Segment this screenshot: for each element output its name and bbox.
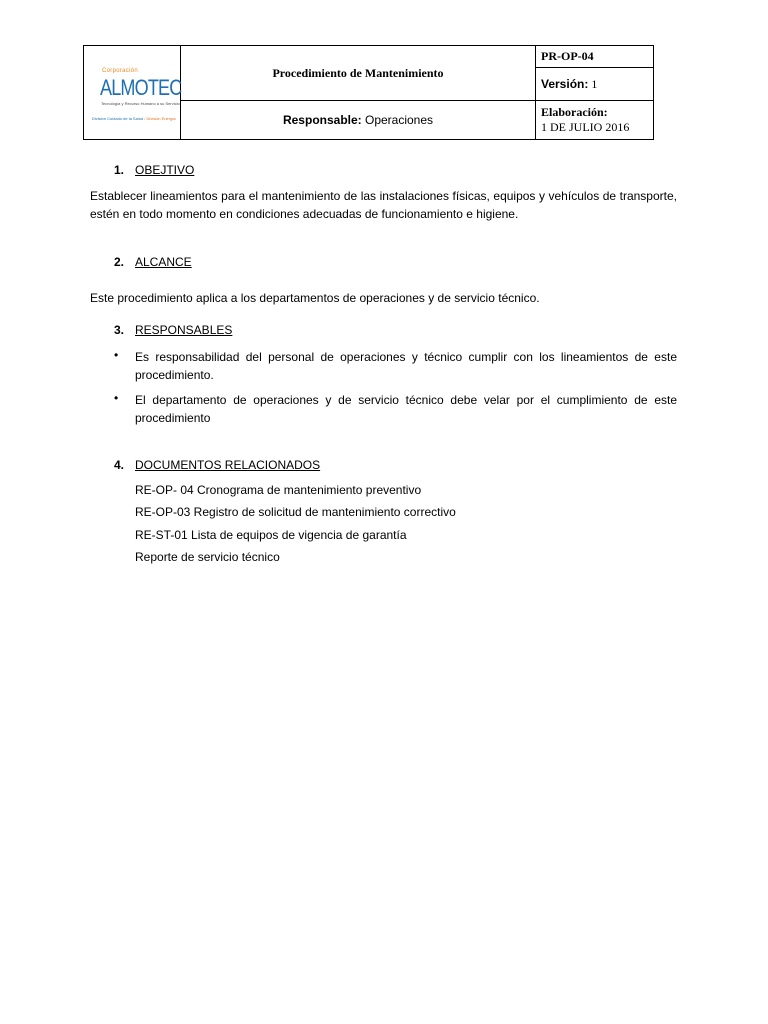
elaboracion-label: Elaboración: [541,105,608,119]
logo-division-1: División Cuidado de la Salud [92,116,144,121]
section-4-title: DOCUMENTOS RELACIONADOS [135,458,321,472]
section-4-number: 4. [114,458,125,472]
responsable-value: Operaciones [361,113,434,127]
version-cell [536,68,654,101]
related-document-item: RE-OP- 04 Cronograma de mantenimiento preventivo [135,483,422,497]
section-1-title: OBEJTIVO [135,163,195,177]
version-label: Versión: [541,76,589,91]
logo-corporacion-text: Corporación [102,68,138,74]
related-document-item: RE-ST-01 Lista de equipos de vigencia de garantía [135,528,407,542]
elaboracion-value: 1 DE JULIO 2016 [541,120,630,134]
section-3-number: 3. [114,323,125,337]
section-1-number: 1. [114,163,125,177]
related-document-item: Reporte de servicio técnico [135,550,280,564]
bullet-icon: • [114,391,119,405]
bullet-icon: • [114,348,119,362]
section-2-number: 2. [114,255,125,269]
version-value: 1 [588,76,598,91]
document-header-table [83,45,654,140]
document-title: Procedimiento de Mantenimiento [181,46,536,101]
section-3-title: RESPONSABLES [135,323,233,337]
logo-tagline: Tecnología y Recurso Humano a su Servicio [101,101,180,106]
logo-division-2: División Energía [146,116,176,121]
logo-divisions [92,116,176,121]
company-logo [84,46,181,140]
logo-division-separator: / [144,116,146,121]
section-2-text: Este procedimiento aplica a los departamentos de operaciones y de servicio técnico. [90,291,540,305]
section-3-bullet-2: El departamento de operaciones y de servicio técnico debe velar por el cumplimiento de este procedimiento [135,393,677,425]
related-document-item: RE-OP-03 Registro de solicitud de mantenimiento correctivo [135,505,456,519]
logo-name: ALMOTEC [100,75,182,100]
elaboracion-cell [536,101,654,140]
section-1-text: Establecer lineamientos para el mantenimiento de las instalaciones físicas, equipos y vehículos de transporte, estén en todo momento en condiciones adecuadas de funcionamiento e higiene. [90,189,677,221]
section-2-title: ALCANCE [135,255,192,269]
responsable-label: Responsable: [282,113,362,127]
document-code: PR-OP-04 [536,46,654,68]
section-3-bullet-1: Es responsabilidad del personal de operaciones y técnico cumplir con los lineamientos de este procedimiento. [135,350,677,382]
responsable-cell [181,101,536,140]
